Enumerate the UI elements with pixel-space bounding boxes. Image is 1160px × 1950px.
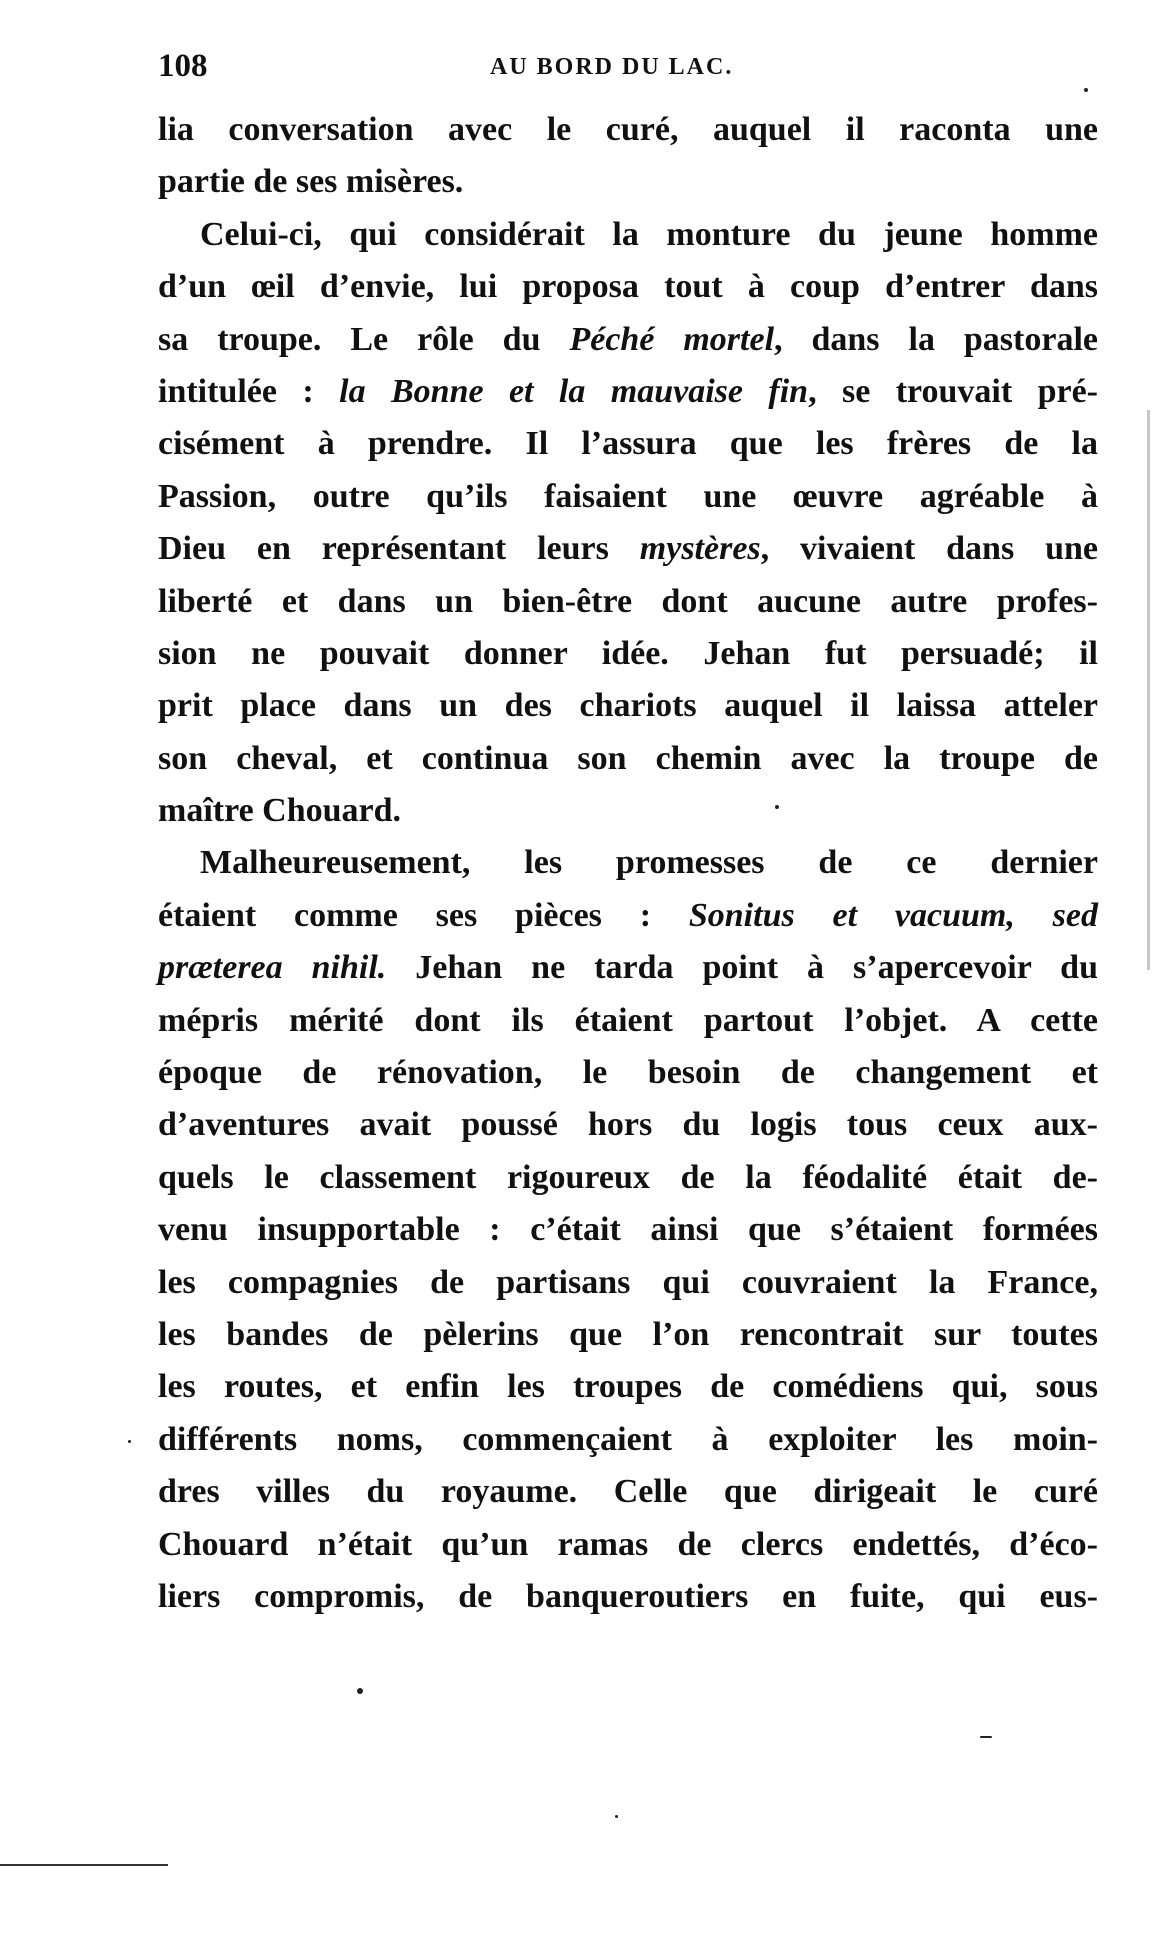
text-line: époque de rénovation, le besoin de changement et: [158, 1054, 1098, 1092]
paragraph-start-line: Malheureusement, les promesses de ce dernier: [200, 844, 1098, 882]
italic-latin: præterea nihil.: [158, 949, 387, 987]
text-line: d’aventures avait poussé hors du logis tous ceux aux-: [158, 1106, 1098, 1144]
scan-speck: [980, 1736, 992, 1738]
text-line: venu insupportable : c’était ainsi que s’étaient formées: [158, 1211, 1098, 1249]
footer-rule: [0, 1864, 168, 1866]
scan-speck: [1084, 88, 1088, 92]
text-line: præterea nihil. Jehan ne tarda point à s’apercevoir du: [158, 949, 1098, 987]
text-line: Passion, outre qu’ils faisaient une œuvre agréable à: [158, 477, 1098, 515]
scan-speck: [357, 1688, 363, 1694]
text-line: maître Chouard.: [158, 792, 402, 830]
text-line: partie de ses misères.: [158, 163, 464, 201]
text-line: Chouard n’était qu’un ramas de clercs endettés, d’éco-: [158, 1525, 1098, 1563]
text-line: différents noms, commençaient à exploiter les moin-: [158, 1420, 1098, 1458]
text-line: étaient comme ses pièces : Sonitus et vacuum, sed: [158, 896, 1098, 934]
italic-word: mystères: [639, 530, 761, 568]
italic-title: Péché mortel: [569, 320, 775, 358]
text-line: les routes, et enfin les troupes de comédiens qui, sous: [158, 1368, 1098, 1406]
text-line: lia conversation avec le curé, auquel il raconta une: [158, 111, 1098, 148]
scan-speck: [775, 805, 779, 809]
text-line: liers compromis, de banqueroutiers en fuite, qui eus-: [158, 1577, 1098, 1615]
text-line: les compagnies de partisans qui couvraient la France,: [158, 1263, 1098, 1301]
scan-speck: [128, 1440, 131, 1443]
scan-speck: [615, 1815, 618, 1818]
text-line: intitulée : la Bonne et la mauvaise fin, se trouvait pré-: [158, 372, 1098, 410]
text-line: quels le classement rigoureux de la féodalité était de-: [158, 1158, 1098, 1196]
text-line: prit place dans un des chariots auquel il laissa atteler: [158, 687, 1098, 725]
text-line: son cheval, et continua son chemin avec la troupe de: [158, 739, 1098, 777]
text-line: cisément à prendre. Il l’assura que les frères de la: [158, 425, 1098, 463]
text-line: liberté et dans un bien-être dont aucune autre profes-: [158, 582, 1098, 620]
text-line: sa troupe. Le rôle du Péché mortel, dans la pastorale: [158, 320, 1098, 358]
paragraph-start-line: Celui-ci, qui considérait la monture du jeune homme: [200, 215, 1098, 253]
text-line: mépris mérité dont ils étaient partout l’objet. A cette: [158, 1001, 1098, 1039]
text-line: sion ne pouvait donner idée. Jehan fut persuadé; il: [158, 634, 1098, 672]
scan-margin-line: [1147, 410, 1150, 970]
page-header: [158, 48, 1098, 92]
text-line: dres villes du royaume. Celle que dirigeait le curé: [158, 1473, 1098, 1511]
page-number: 108: [158, 48, 208, 84]
italic-latin: Sonitus et vacuum, sed: [688, 896, 1098, 934]
text-line: d’un œil d’envie, lui proposa tout à coup d’entrer dans: [158, 268, 1098, 306]
running-title: AU BORD DU LAC.: [490, 54, 734, 80]
text-line: Dieu en représentant leurs mystères, vivaient dans une: [158, 530, 1098, 568]
italic-title: la Bonne et la mauvaise fin: [339, 372, 809, 410]
body-text: [158, 104, 1098, 1623]
text-line: les bandes de pèlerins que l’on rencontrait sur toutes: [158, 1315, 1098, 1353]
